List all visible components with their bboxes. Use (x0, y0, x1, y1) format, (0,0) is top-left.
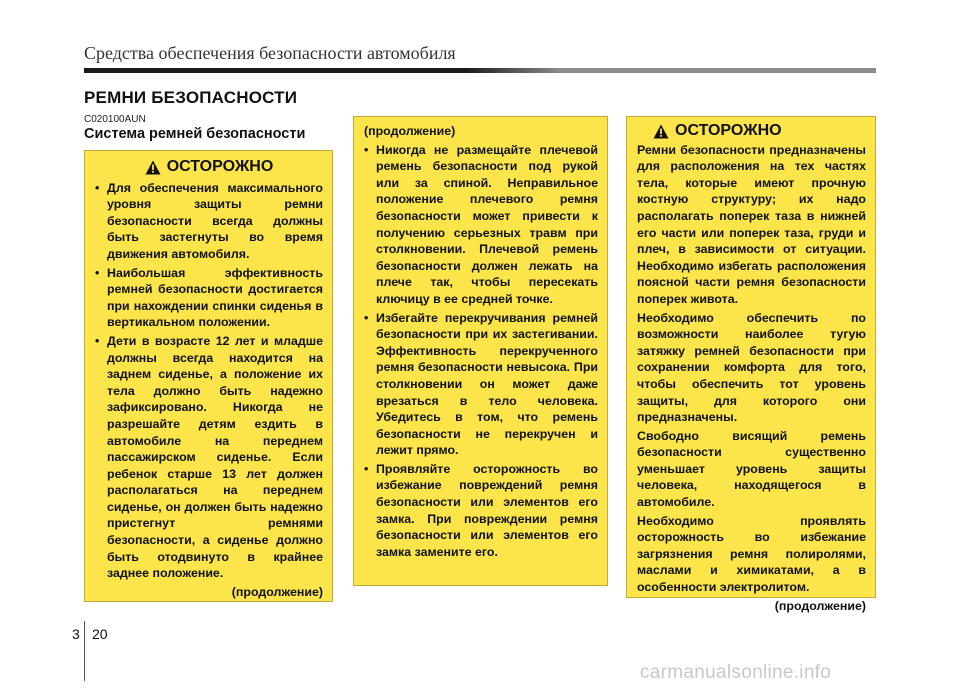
section-code: C020100AUN (84, 114, 146, 125)
warning-box-2 (353, 116, 608, 586)
page-number: 20 (92, 626, 108, 642)
warning-heading (95, 159, 323, 176)
warning-paragraph: Свободно висящий ремень безопасности существенно уменьшает уровень защиты человека, находящегося в автомобиле. (637, 428, 866, 510)
warning-list (95, 180, 323, 582)
warning-heading-label: ОСТОРОЖНО (166, 158, 274, 175)
warning-triangle-icon (653, 124, 669, 139)
warning-list (364, 142, 598, 561)
section-subtitle: Система ремней безопасности (84, 126, 306, 142)
warning-triangle-icon (145, 160, 161, 175)
warning-box-1 (84, 150, 333, 602)
chapter-number: 3 (72, 626, 80, 642)
list-item: • Проявляйте осторожность во избежание повреждений ремня безопасности или элементов его замка. При повреждении ремня безопасности или элементов его замка замените его. (364, 461, 598, 561)
warning-paragraph: Необходимо проявлять осторожность во избежание загрязнения ремня полиролями, маслами и химикатами, а в особенности электролитом. (637, 513, 866, 595)
warning-heading (653, 123, 866, 140)
warning-heading-label: ОСТОРОЖНО (675, 122, 782, 139)
list-item: • Для обеспечения максимального уровня защиты ремни безопасности всегда должны быть застегнуты во время движения автомобиля. (95, 180, 323, 263)
warning-paragraph: Ремни безопасности предназначены для расположения на тех частях тела, которые имеют прочную костную структуру; их надо располагать поперек таза в нижней его части или поперек таза, груди и плеч, в зависимости от ситуации. Необходимо избегать расположения поясной части ремня безопасности поперек живота. (637, 142, 866, 306)
header-title: Средства обеспечения безопасности автомобиля (84, 43, 456, 63)
continued-label: (продолжение) (774, 598, 866, 613)
list-item: • Дети в возрасте 12 лет и младше должны всегда находится на заднем сиденье, а положение их тела должно быть надежно зафиксировано. Никогда не разрешайте детям ездить в автомобиле на переднем пассажирском сиденье. Если ребенок старше 13 лет должен располагаться на переднем сиденье, он должен быть надежно пристегнут ремнями безопасности, а сиденье должно быть отодвинуто в крайнее заднее положение. (95, 333, 323, 582)
warning-box-3 (626, 116, 876, 613)
list-item: • Никогда не размещайте плечевой ремень безопасности под рукой или за спиной. Неправильное положение плечевого ремня безопасности может привести к получению серьезных травм при столкновении. Плечевой ремень безопасности должен лежать на плече так, чтобы пересекать ключицу в ее средней точке. (364, 142, 598, 308)
continued-label: (продолжение) (364, 124, 456, 138)
page-divider (84, 621, 85, 681)
header-rule (84, 68, 876, 73)
section-title: РЕМНИ БЕЗОПАСНОСТИ (84, 88, 298, 107)
continued-label: (продолжение) (231, 584, 323, 599)
warning-paragraph: Необходимо обеспечить по возможности наиболее тугую затяжку ремней безопасности при сохранении комфорта для того, чтобы обеспечить тот уровень защиты, для которого они предназначены. (637, 310, 866, 425)
list-item: • Наибольшая эффективность ремней безопасности достигается при нахождении спинки сиденья в вертикальном положении. (95, 265, 323, 331)
list-item: • Избегайте перекручивания ремней безопасности при их застегивании. Эффективность перекрученного ремня безопасности невысока. При столкновении он может даже врезаться в тело человека. Убедитесь в том, что ремень безопасности не перекручен и лежит прямо. (364, 310, 598, 459)
watermark: carmanualsonline.info (640, 662, 832, 683)
